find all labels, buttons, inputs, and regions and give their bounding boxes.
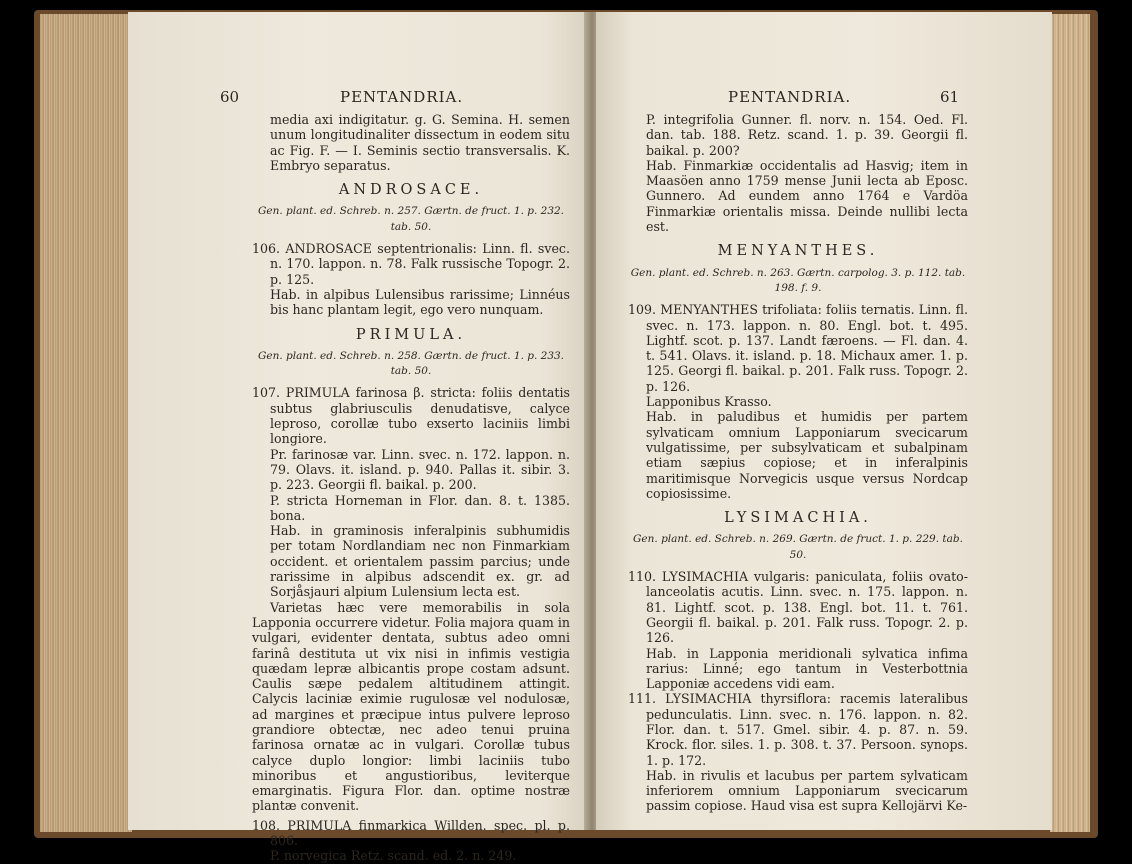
page-edges-left xyxy=(40,14,132,832)
species-entry: 106. ANDROSACE septentrionalis: Linn. fl. svec. n. 170. lappon. n. 78. Falk russische Topogr. 2. p. 125. xyxy=(252,241,570,287)
synonym-paragraph: P. norvegica Retz. scand. ed. 2. n. 249. xyxy=(270,848,517,864)
habitat-paragraph: Hab. in Lapponia meridionali sylvatica infima rarius: Linné; ego tantum in Vesterbottnia Lapponiæ accedens vidi eam. xyxy=(646,645,968,692)
synonym-paragraph: P. integrifolia Gunner. fl. norv. n. 154. Oed. Fl. dan. tab. 188. Retz. scand. 1. p. 39. Georgii fl. baikal. p. 200? xyxy=(646,112,968,158)
habitat-paragraph: Hab. in paludibus et humidis per partem sylvaticam omnium Lapponiarum svecicarum vulgatissime, per subsylvaticam et subalpinam etiam sæpius copiose; et in inferalpinis maritimisque Norvegicis usque versus Nordcap copiosissime. xyxy=(646,409,968,501)
reference-line: Gen. plant. ed. Schreb. n. 258. Gærtn. de fruct. 1. p. 233. tab. 50. xyxy=(257,349,565,378)
running-head: PENTANDRIA. xyxy=(728,88,852,106)
left-page xyxy=(128,12,588,864)
right-page xyxy=(596,12,1052,830)
synonym-paragraph: Pr. farinosæ var. Linn. svec. n. 172. lappon. n. 79. Olavs. it. island. p. 940. Pallas it. sibir. 3. p. 223. Georgii fl. baikal. p. 200. xyxy=(270,446,570,493)
species-entry: 109. MENYANTHES trifoliata: foliis ternatis. Linn. fl. svec. n. 173. lappon. n. 80. Engl. bot. t. 495. Lightf. scot. p. 137. Landt færoens. — Fl. dan. 4. t. 541. Olavs. it. island. p. 18. Michaux amer. 1. p. 125. Georgi fl. baikal. p. 201. Falk russ. Topogr. 2. p. 126. xyxy=(628,302,968,394)
species-entry: 108. PRIMULA finmarkica Willden. spec. pl. p. 806. xyxy=(252,817,570,849)
habitat-paragraph: Hab. in alpibus Lulensibus rarissime; Linnéus bis hanc plantam legit, ego vero nunquam. xyxy=(270,286,570,318)
synonym-paragraph: P. stricta Horneman in Flor. dan. 8. t. 1385. bona. xyxy=(270,492,570,523)
section-heading: LYSIMACHIA. xyxy=(724,510,872,527)
reference-line: Gen. plant. ed. Schreb. n. 269. Gærtn. de fruct. 1. p. 229. tab. 50. xyxy=(633,533,963,561)
text-column xyxy=(252,112,570,864)
species-entry: 107. PRIMULA farinosa β. stricta: foliis dentatis subtus glabriusculis denudatisve, calyce leproso, corollæ tubo exserto laciniis limbi longiore. xyxy=(252,385,570,447)
reference-line: Gen. plant. ed. Schreb. n. 257. Gærtn. de fruct. 1. p. 232. tab. 50. xyxy=(257,205,565,233)
habitat-paragraph: Hab. Finmarkiæ occidentalis ad Hasvig; item in Maasöen anno 1759 mense Junii lecta ab Eposc. Gunnero. Ad eundem anno 1764 e Vardöa Finmarkiæ orientalis missa. Deinde nullibi lecta est. xyxy=(646,157,968,235)
section-heading: MENYANTHES. xyxy=(717,243,879,260)
page-number: 60 xyxy=(220,88,240,106)
section-heading: PRIMULA. xyxy=(355,326,467,343)
vernacular-name: Lapponibus Krasso. xyxy=(646,394,772,410)
paragraph: media axi indigitatur. g. G. Semina. H. semen unum longitudinaliter dissectum in eodem situ ac Fig. F. — I. Seminis sectio transversalis. K. Embryo separatus. xyxy=(270,112,570,173)
species-entry: 111. LYSIMACHIA thyrsiflora: racemis lateralibus pedunculatis. Linn. svec. n. 176. lappon. n. 82. Flor. dan. t. 517. Gmel. sibir. 4. p. 87. n. 59. Krock. flor. siles. 1. p. 308. t. 37. Persoon. synops. 1. p. 172. xyxy=(628,691,968,768)
section-heading: ANDROSACE. xyxy=(338,182,484,199)
habitat-paragraph: Hab. in graminosis inferalpinis subhumidis per totam Nordlandiam nec non Finmarkiam occident. et orientalem passim parcius; unde rarissime in alpibus adscendit ex. gr. ad Sorjåsjauri alpium Lulensium lecta est. xyxy=(270,523,570,600)
reference-line: Gen. plant. ed. Schreb. n. 263. Gærtn. carpolog. 3. p. 112. tab. 198. f. 9. xyxy=(630,266,966,294)
species-entry: 110. LYSIMACHIA vulgaris: paniculata, foliis ovato-lanceolatis acutis. Linn. svec. n. 175. lappon. n. 81. Lightf. scot. p. 138. Engl. bot. 11. t. 761. Georgii fl. baikal. p. 201. Falk russ. Topogr. 2. p. 126. xyxy=(628,569,968,646)
running-head: PENTANDRIA. xyxy=(340,88,464,106)
description-paragraph: Varietas hæc vere memorabilis in sola Lapponia occurrere videtur. Folia majora quam in vulgari, evidenter dentata, subtus adeo omni farinâ destituta ut vix nisi in infimis vestigia quædam lepræ albicantis prope costam adsunt. Caulis sæpe pedalem altitudinem attingit. Calycis laciniæ eximie rugulosæ vel nodulosæ, ad margines et præcipue intus pulvere leproso grandiore obtectæ, nec adeo tenui pruina farinosa ornatæ ac in vulgari. Corollæ tubus calyce duplo longior: limbi laciniis tubo minoribus et angustioribus, leviterque emarginatis. Figura Flor. dan. optime nostræ plantæ convenit. xyxy=(252,599,570,814)
page-number: 61 xyxy=(940,88,960,106)
habitat-paragraph: Hab. in rivulis et lacubus per partem sylvaticam inferiorem omnium Lapponiarum svecicarum passim copiose. Haud visa est supra Kellojärvi Ke- xyxy=(646,767,968,814)
text-column xyxy=(628,112,968,814)
page-edges-right xyxy=(1050,14,1090,832)
